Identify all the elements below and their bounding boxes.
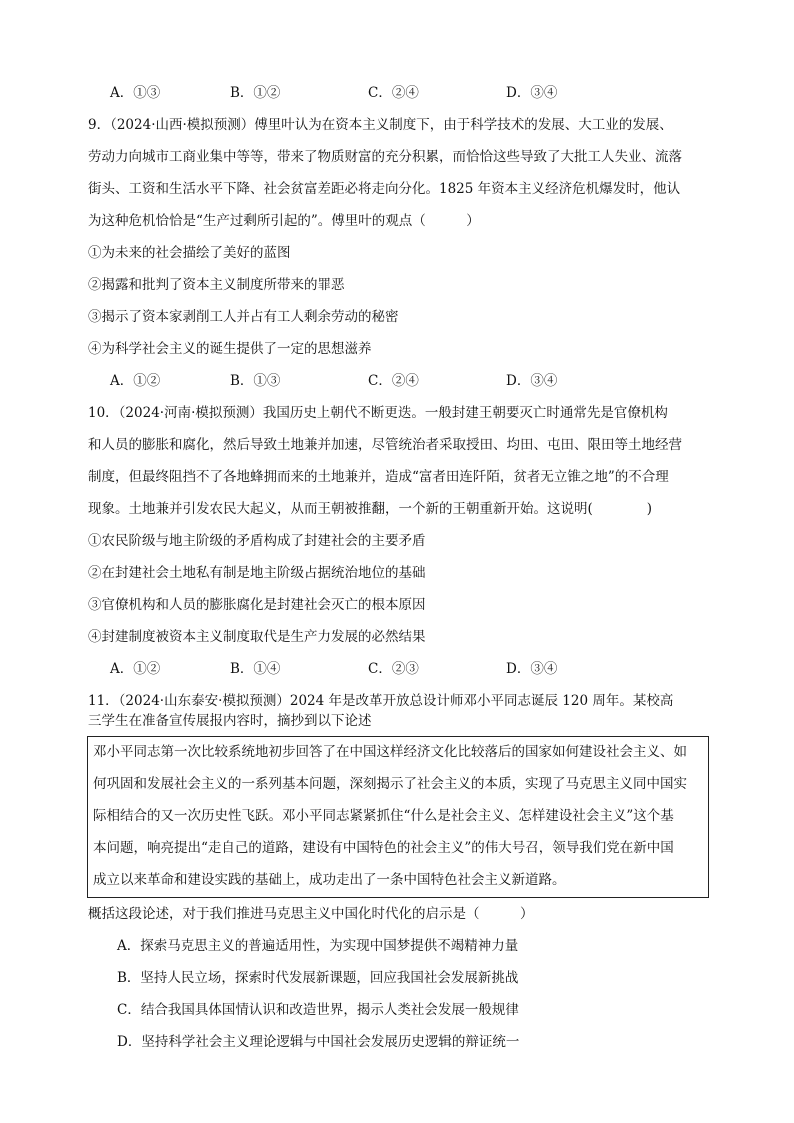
q8-option-b[interactable]: B．①② [230,85,281,101]
q8-option-c[interactable]: C．②④ [368,85,419,101]
q11-stem-line: 三学生在准备宣传展报内容时，摘抄到以下论述 [88,713,372,729]
q11-quote-line: 本问题，响亮提出“走自己的道路，建设有中国特色的社会主义”的伟大号召，领导我们党在新中国 [93,840,674,856]
q10-option-c[interactable]: C．②③ [368,661,419,677]
q9-option-a[interactable]: A．①② [110,373,161,389]
q10-stem-line: 现象。土地兼并引发农民大起义，从而王朝被推翻，一个新的王朝重新开始。这说明( ) [88,501,653,517]
q9-option-d[interactable]: D．③④ [506,373,558,389]
q9-option-b[interactable]: B．①③ [230,373,281,389]
q11-quote-line: 何巩固和发展社会主义的一系列基本问题，深刻揭示了社会主义的本质，实现了马克思主义同中国实 [93,776,687,792]
q9-statement-3: ③揭示了资本家剥削工人并占有工人剩余劳动的秘密 [88,309,399,325]
q11-quote-line: 邓小平同志第一次比较系统地初步回答了在中国这样经济文化比较落后的国家如何建设社会主义、如 [93,744,687,760]
q9-statement-4: ④为科学社会主义的诞生提供了一定的思想滋养 [88,341,372,357]
q9-stem-line: 劳动力向城市工商业集中等等，带来了物质财富的充分积累，而恰恰这些导致了大批工人失业、流落 [88,149,682,165]
q10-stem-line: 和人员的膨胀和腐化，然后导致土地兼并加速，尽管统治者采取授田、均田、屯田、限田等土地经营 [88,437,682,453]
q8-option-d[interactable]: D．③④ [506,85,558,101]
q9-option-c[interactable]: C．②④ [368,373,419,389]
q11-choice-b[interactable]: B．坚持人民立场，探索时代发展新课题，回应我国社会发展新挑战 [117,970,519,986]
q11-choice-d[interactable]: D．坚持科学社会主义理论逻辑与中国社会发展历史逻辑的辩证统一 [117,1034,520,1050]
q10-option-b[interactable]: B．①④ [230,661,281,677]
q9-stem-line: 9．（2024·山西·模拟预测）傅里叶认为在资本主义制度下，由于科学技术的发展、大工业的发展、 [88,117,673,133]
q9-statement-1: ①为未来的社会描绘了美好的蓝图 [88,245,291,261]
q11-question: 概括这段论述，对于我们推进马克思主义中国化时代化的启示是（ ） [88,906,534,922]
q9-stem-line: 为这种危机恰恰是“生产过剩所引起的”。傅里叶的观点（ ） [88,213,480,229]
q9-stem-line: 街头、工资和生活水平下降、社会贫富差距必将走向分化。1825 年资本主义经济危机爆发时，他认 [88,181,681,197]
q11-choice-c[interactable]: C．结合我国具体国情认识和改造世界，揭示人类社会发展一般规律 [117,1002,519,1018]
q11-quote-line: 成立以来革命和建设实践的基础上，成功走出了一条中国特色社会主义新道路。 [93,872,566,888]
q10-stem-line: 10．（2024·河南·模拟预测）我国历史上朝代不断更迭。一般封建王朝要灭亡时通常先是官僚机构 [88,405,668,421]
q10-statement-1: ①农民阶级与地主阶级的矛盾构成了封建社会的主要矛盾 [88,533,426,549]
q10-statement-2: ②在封建社会土地私有制是地主阶级占据统治地位的基础 [88,565,426,581]
q9-statement-2: ②揭露和批判了资本主义制度所带来的罪恶 [88,277,345,293]
q8-option-a[interactable]: A．①③ [110,85,161,101]
q11-stem-line: 11．（2024·山东泰安·模拟预测）2024 年是改革开放总设计师邓小平同志诞辰 120 周年。某校高 [88,693,674,709]
q11-choice-a[interactable]: A．探索马克思主义的普遍适用性，为实现中国梦提供不竭精神力量 [117,938,519,954]
q11-quote-box [87,736,709,898]
q10-statement-3: ③官僚机构和人员的膨胀腐化是封建社会灭亡的根本原因 [88,597,426,613]
q10-option-d[interactable]: D．③④ [506,661,558,677]
q11-quote-line: 际相结合的又一次历史性飞跃。邓小平同志紧紧抓住“什么是社会主义、怎样建设社会主义”这个基 [93,808,674,824]
q10-option-a[interactable]: A．①② [110,661,161,677]
q10-stem-line: 制度，但最终阻挡不了各地蜂拥而来的土地兼并，造成“富者田连阡陌，贫者无立锥之地”的不合理 [88,469,669,485]
q10-statement-4: ④封建制度被资本主义制度取代是生产力发展的必然结果 [88,629,426,645]
